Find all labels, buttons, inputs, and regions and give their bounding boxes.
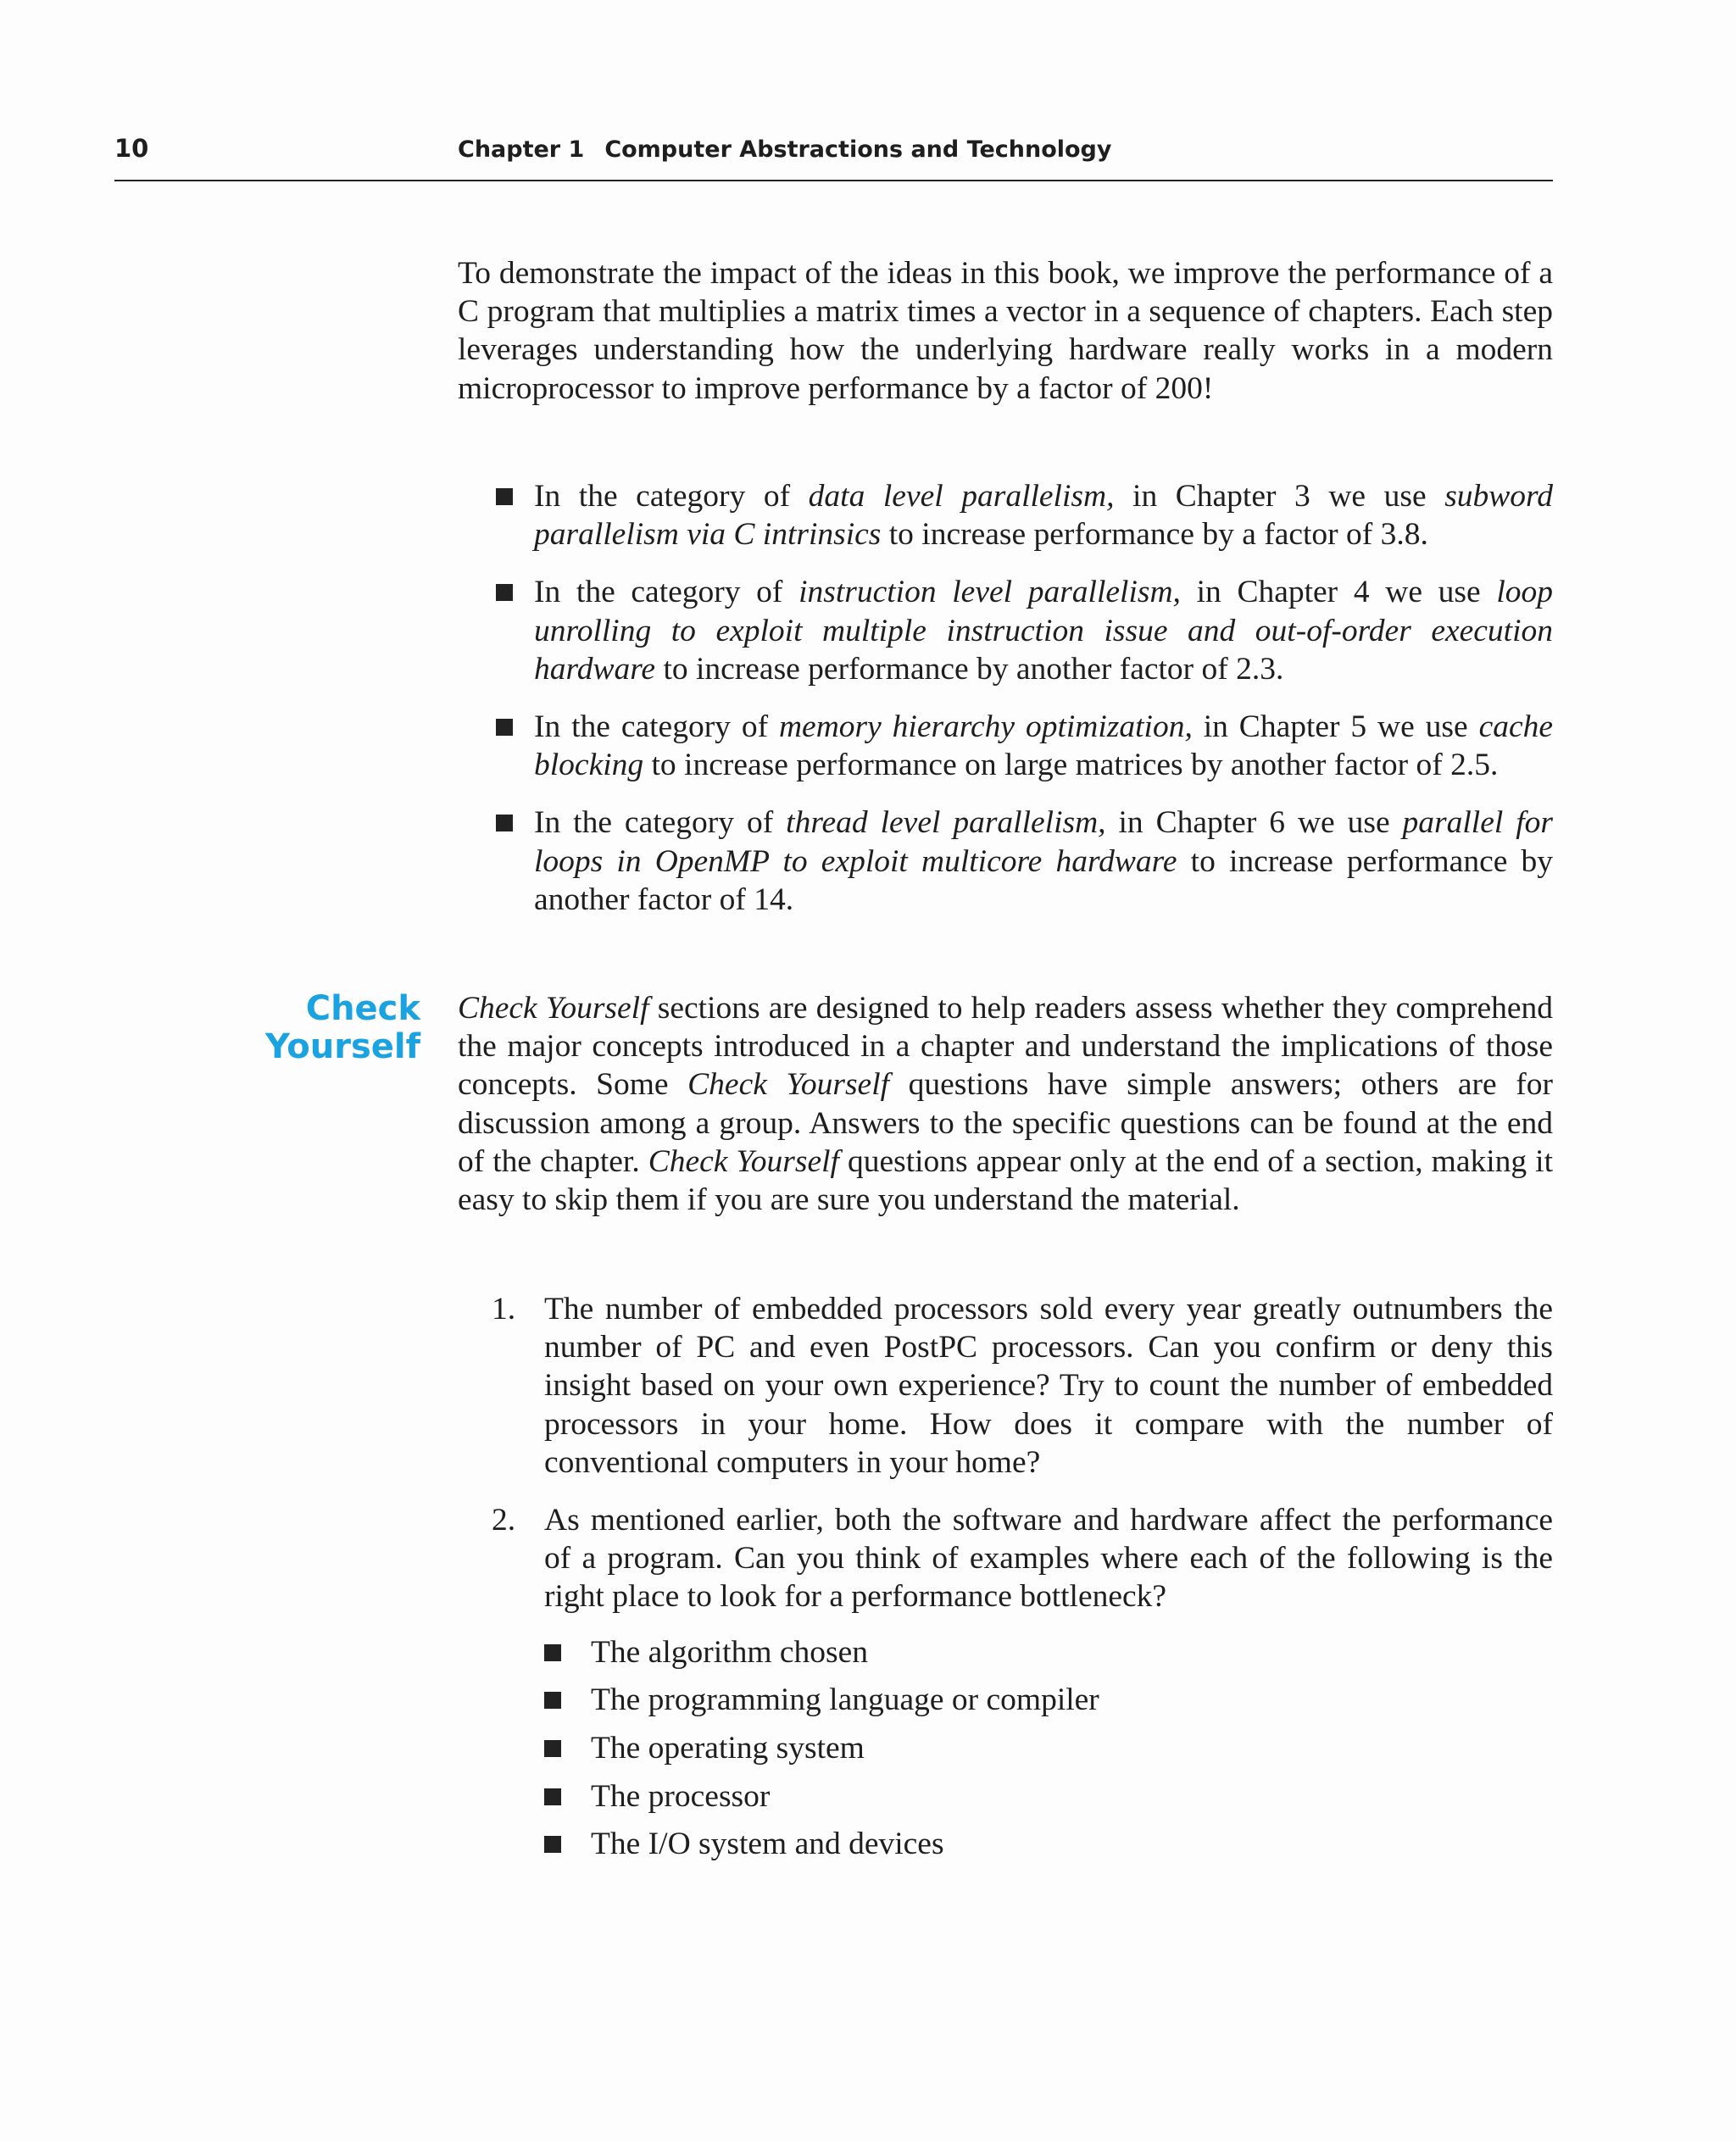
check-yourself-heading <box>220 990 420 1066</box>
bullet-text: to increase performance by a factor of 3.8. <box>881 517 1428 553</box>
bullet-italic: data level parallelism, <box>808 479 1115 514</box>
running-head <box>458 136 1111 163</box>
question-text: The number of embedded processors sold every year greatly outnumbers the number of PC and even PostPC processors. Can you confirm or deny this insight based on your own experience? Try to count the number of embedded processors in your home. How does it compare with the number of conventional computers in your home? <box>544 1292 1553 1480</box>
bullet-item <box>496 477 1553 553</box>
list-item <box>544 1681 1553 1719</box>
margin-heading-line: Check <box>305 989 420 1028</box>
question-item <box>492 1290 1553 1482</box>
question-number: 2. <box>492 1503 516 1538</box>
margin-heading-line: Yourself <box>264 1027 420 1066</box>
list-item-text: The operating system <box>591 1731 865 1766</box>
question-text: As mentioned earlier, both the software and hardware affect the performance of a program. Can you think of examples where each of the following is the right place to look for a performance bottleneck? <box>544 1503 1553 1615</box>
bullet-text: in Chapter 3 we use <box>1114 479 1445 514</box>
check-text: questions have simple answers; others are for discussion among a group. Answers to the specific questions can be found at the end of the chapter. <box>458 1067 1553 1179</box>
bottleneck-list <box>544 1633 1553 1864</box>
bullet-italic: parallel for loops in OpenMP to exploit multicore hardware <box>534 805 1553 879</box>
bullet-italic: instruction level parallelism, <box>798 575 1181 610</box>
bullet-text: In the category of <box>534 575 799 610</box>
question-number: 1. <box>492 1292 516 1326</box>
square-bullet-icon <box>544 1644 561 1661</box>
list-item-text: The processor <box>591 1778 771 1814</box>
page-number: 10 <box>114 134 149 163</box>
chapter-title: Computer Abstractions and Technology <box>604 136 1112 163</box>
bullet-item <box>496 804 1553 919</box>
square-bullet-icon <box>496 815 513 831</box>
check-yourself-paragraph <box>458 989 1553 1219</box>
square-bullet-icon <box>544 1740 561 1757</box>
bullet-text: to increase performance on large matrices by another factor of 2.5. <box>643 748 1499 783</box>
bullet-italic: loop unrolling to exploit multiple instruction issue and out-of-order execution hardware <box>534 575 1553 687</box>
bullet-text: to increase performance by another factor of 14. <box>534 843 1553 917</box>
check-italic: Check Yourself <box>687 1067 890 1103</box>
bullet-italic: thread level parallelism, <box>786 805 1106 841</box>
list-item <box>544 1777 1553 1816</box>
square-bullet-icon <box>544 1836 561 1853</box>
intro-text: To demonstrate the impact of the ideas in this book, we improve the performance of a C program that multiplies a matrix times a vector in a sequence of chapters. Each step leverages understanding how the underlying hardware really works in a modern microprocessor to improve performance by a factor of 200! <box>458 256 1553 406</box>
bullet-item <box>496 573 1553 688</box>
bullet-text: in Chapter 5 we use <box>1192 709 1479 745</box>
bullet-text: In the category of <box>534 479 809 514</box>
check-italic: Check Yourself <box>648 1143 839 1179</box>
list-item-text: The programming language or compiler <box>591 1682 1099 1718</box>
bullet-text: In the category of <box>534 709 779 745</box>
square-bullet-icon <box>496 488 513 505</box>
bullet-text: In the category of <box>534 805 787 841</box>
chapter-label: Chapter 1 <box>458 136 585 163</box>
square-bullet-icon <box>544 1692 561 1709</box>
bullet-italic: subword parallelism via C intrinsics <box>534 479 1554 553</box>
list-item <box>544 1825 1553 1863</box>
list-item <box>544 1729 1553 1767</box>
bullet-text: to increase performance by another factor of 2.3. <box>655 651 1284 687</box>
intro-paragraph <box>458 254 1553 408</box>
question-list <box>492 1290 1553 1883</box>
check-italic: Check Yourself <box>458 991 649 1026</box>
bullet-text: in Chapter 4 we use <box>1180 575 1497 610</box>
header-rule <box>114 180 1553 181</box>
bullet-text: in Chapter 6 we use <box>1105 805 1403 841</box>
bullet-italic: cache blocking <box>534 709 1553 783</box>
check-text: sections are designed to help readers assess whether they comprehend the major concepts introduced in a chapter and understand the implications of those concepts. Some <box>458 991 1554 1103</box>
list-item-text: The I/O system and devices <box>591 1827 944 1862</box>
question-item <box>492 1501 1553 1864</box>
square-bullet-icon <box>496 719 513 736</box>
square-bullet-icon <box>496 584 513 601</box>
square-bullet-icon <box>544 1788 561 1805</box>
check-text: questions appear only at the end of a section, making it easy to skip them if you are sure you understand the material. <box>458 1143 1553 1218</box>
optimization-bullet-list <box>496 477 1553 938</box>
bullet-italic: memory hierarchy optimization, <box>778 709 1193 745</box>
list-item-text: The algorithm chosen <box>591 1634 868 1670</box>
bullet-item <box>496 708 1553 784</box>
list-item <box>544 1633 1553 1671</box>
